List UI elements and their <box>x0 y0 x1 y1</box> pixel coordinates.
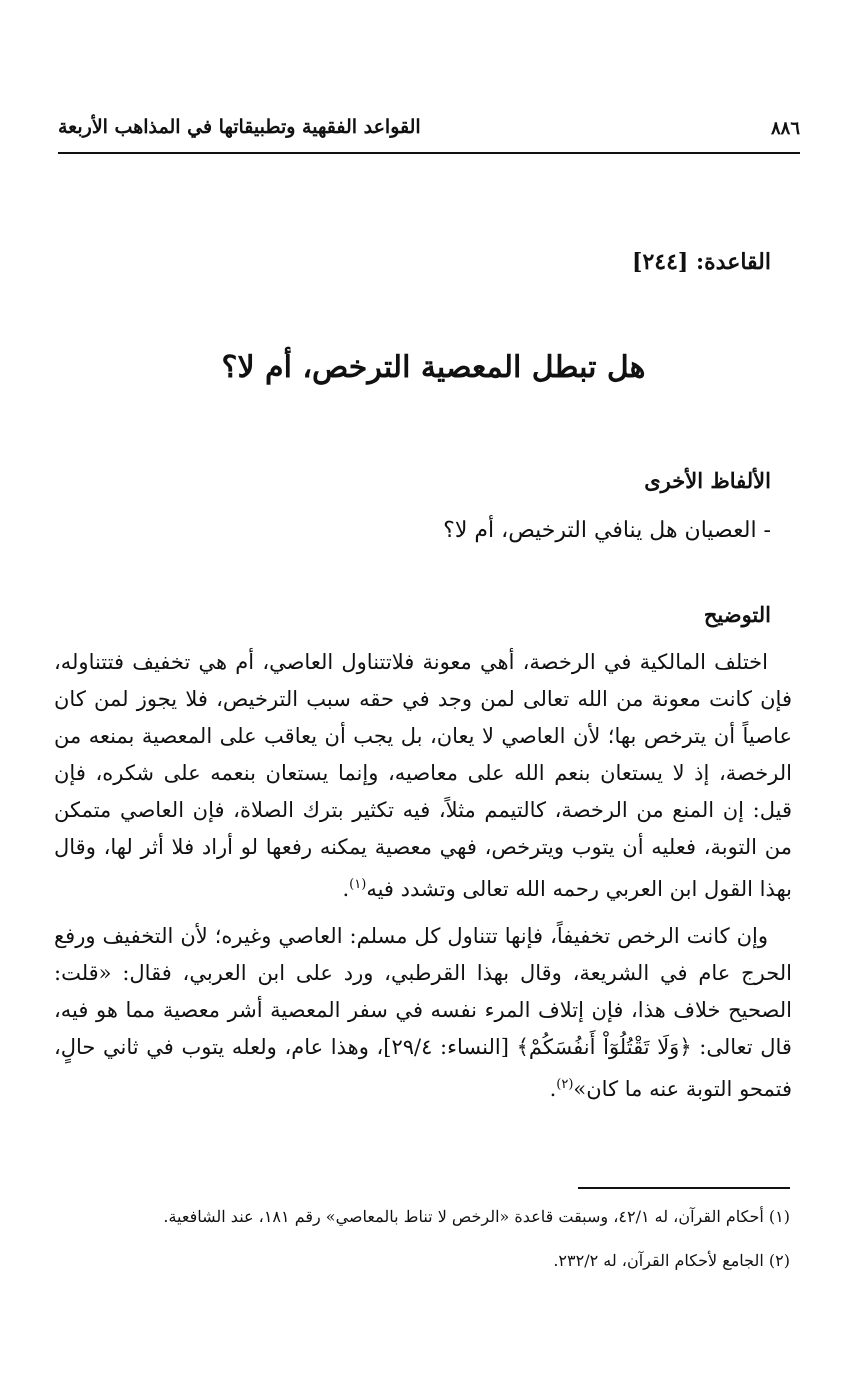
explanation-paragraph-1: اختلف المالكية في الرخصة، أهي معونة فلاتتناول العاصي، أم هي تخفيف فتتناوله، فإن كانت معونة من الله تعالى لمن وجد في حقه سبب الترخيص، فلا يجوز لمن كان عاصياً أن يترخص بها؛ لأن العاصي لا يعان، بل يجب أن يعاقب على المعصية بمنعه من الرخصة، إذ لا يستعان بنعم الله على معاصيه، وإنما يستعان بنعمه على شكره، فإن قيل: إن المنع من الرخصة، كالتيمم مثلاً، فيه تكثير بترك الصلاة، فإن العاصي متمكن من التوبة، فعليه أن يتوب ويترخص، فهي معصية يمكنه رفعها لو أراد فلا أثر لها، وقال بهذا القول ابن العربي رحمه الله تعالى وتشدد فيه$^{(١)}$. <box>54 650 792 901</box>
footnote-divider <box>578 1187 790 1189</box>
explanation-heading: التوضيح <box>703 602 771 627</box>
other-wording-item: - العصيان هل ينافي الترخيص، أم لا؟ <box>443 518 771 543</box>
rule-label-text: القاعدة: <box>696 249 771 275</box>
footnote-1 <box>40 1207 790 1226</box>
footnote-2 <box>40 1251 790 1270</box>
footnote-ref-1: (١) <box>349 877 367 892</box>
footnote-2-marker: (٢) <box>768 1251 790 1270</box>
rule-number: [٢٤٤] <box>632 249 689 275</box>
paragraph-2-text-b: ، وهذا عام، ولعله يتوب في ثاني حالٍ، فتمحو التوبة عنه ما كان» <box>54 1035 792 1101</box>
explanation-body <box>54 644 792 1108</box>
footnote-2-text: الجامع لأحكام القرآن، له ٢٣٢/٢. <box>553 1251 764 1270</box>
paragraph-2-text-a: وإن كانت الرخص تخفيفاً، فإنها تتناول كل مسلم: العاصي وغيره؛ لأن التخفيف ورفع الحرج عام في الشريعة، وقال بهذا القرطبي، ورد على ابن العربي، فقال: «قلت: الصحيح خلاف هذا، فإن إتلاف المرء نفسه في سفر المعصية أشر معصية مما هو فيه، قال تعالى: <box>54 924 792 1059</box>
quran-reference: [النساء: ٢٩/٤] <box>383 1035 509 1059</box>
rule-label <box>632 249 771 275</box>
footnote-1-text: أحكام القرآن، له ٤٢/١، وسبقت قاعدة «الرخص لا تناط بالمعاصي» رقم ١٨١، عند الشافعية. <box>163 1207 764 1226</box>
footnote-ref-2: (٢) <box>556 1077 574 1092</box>
explanation-paragraph-2: وإن كانت الرخص تخفيفاً، فإنها تتناول كل مسلم: العاصي وغيره؛ لأن التخفيف ورفع الحرج عام في الشريعة، وقال بهذا القرطبي، ورد على ابن العربي، فقال: «قلت: الصحيح خلاف هذا، فإن إتلاف المرء نفسه في سفر المعصية أشر معصية مما هو فيه، قال تعالى: ﴿وَلَا تَقْتُلُوٓاْ أَنفُسَكُمْ﴾ [النساء: ٢٩/٤]، وهذا عام، ولعله يتوب في ثاني حالٍ، فتمحو التوبة عنه ما كان»$^{(٢)}$. <box>54 924 792 1101</box>
rule-title: هل تبطل المعصية الترخص، أم لا؟ <box>221 350 646 385</box>
page-number: ٨٨٦ <box>770 118 800 139</box>
running-header <box>58 112 800 154</box>
paragraph-1-text: اختلف المالكية في الرخصة، أهي معونة فلاتتناول العاصي، أم هي تخفيف فتتناوله، فإن كانت معونة من الله تعالى لمن وجد في حقه سبب الترخيص، فلا يجوز لمن كان عاصياً أن يترخص بها؛ لأن العاصي لا يعان، بل يجب أن يعاقب على المعصية بمنعه من الرخصة، إذ لا يستعان بنعم الله على معاصيه، وإنما يستعان بنعمه على شكره، فإن قيل: إن المنع من الرخصة، كالتيمم مثلاً، فيه تكثير بترك الصلاة، فإن العاصي متمكن من التوبة، فعليه أن يتوب ويترخص، فهي معصية يمكنه رفعها لو أراد فلا أثر لها، وقال بهذا القول ابن العربي رحمه الله تعالى وتشدد فيه <box>54 650 792 901</box>
quran-verse: ﴿وَلَا تَقْتُلُوٓاْ أَنفُسَكُمْ﴾ <box>516 1035 692 1059</box>
footnote-1-marker: (١) <box>768 1207 790 1226</box>
book-title: القواعد الفقهية وتطبيقاتها في المذاهب الأربعة <box>58 116 421 138</box>
other-wordings-heading: الألفاظ الأخرى <box>644 468 771 493</box>
